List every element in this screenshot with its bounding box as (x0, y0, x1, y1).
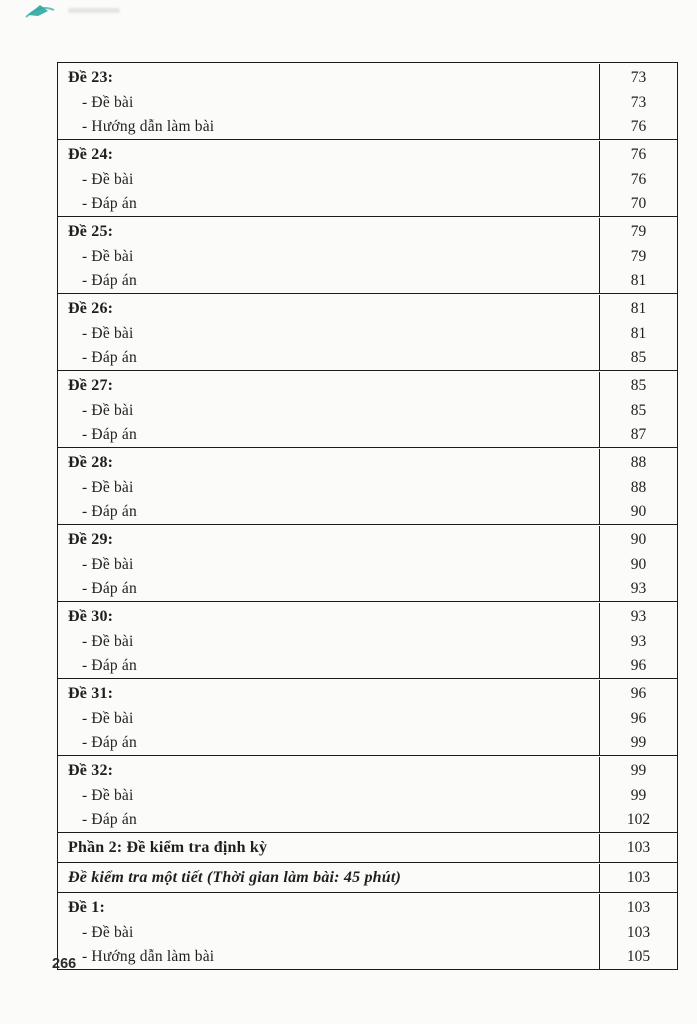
toc-row (58, 784, 677, 808)
toc-entry-label: Đề 27: (68, 376, 114, 394)
toc-entry-page-number: 93 (599, 603, 677, 630)
toc-row (58, 269, 677, 293)
toc-section (58, 602, 677, 679)
toc-entry-label: - Đề bài (82, 787, 134, 804)
toc-entry-page-number: 76 (599, 168, 677, 192)
toc-entry-page-number: 81 (599, 295, 677, 322)
toc-entry-page-number: 93 (599, 630, 677, 654)
toc-entry-page-number: 103 (599, 834, 677, 862)
toc-entry-label: Phần 2: Đề kiểm tra định kỳ (68, 839, 268, 856)
toc-entry-page-number: 76 (599, 141, 677, 168)
toc-section (58, 833, 677, 863)
toc-entry-label: Đề 1: (68, 898, 105, 916)
toc-entry-label: - Đáp án (82, 580, 137, 597)
toc-row (58, 294, 677, 322)
toc-entry-page-number: 99 (599, 757, 677, 784)
toc-row (58, 346, 677, 370)
toc-row (58, 756, 677, 784)
toc-row (58, 399, 677, 423)
toc-section (58, 294, 677, 371)
toc-entry-page-number: 73 (599, 91, 677, 115)
toc-entry-page-number: 85 (599, 399, 677, 423)
toc-row (58, 168, 677, 192)
toc-entry-page-number: 88 (599, 476, 677, 500)
toc-row (58, 245, 677, 269)
toc-entry-page-number: 79 (599, 245, 677, 269)
toc-section (58, 448, 677, 525)
toc-entry-label: - Đề bài (82, 924, 134, 941)
toc-entry-page-number: 85 (599, 372, 677, 399)
toc-entry-label: - Đề bài (82, 710, 134, 727)
toc-row (58, 833, 677, 862)
toc-entry-label: - Đáp án (82, 503, 137, 520)
toc-entry-label: - Đáp án (82, 734, 137, 751)
toc-entry-label: Đề 32: (68, 761, 114, 779)
toc-entry-label: - Hướng dẫn làm bài (82, 118, 215, 135)
toc-entry-label: Đề 25: (68, 222, 114, 240)
toc-row (58, 192, 677, 216)
toc-entry-label: - Đáp án (82, 811, 137, 828)
toc-entry-page-number: 81 (599, 269, 677, 293)
toc-table (57, 62, 678, 970)
toc-entry-label: - Đề bài (82, 479, 134, 496)
toc-entry-label: - Đề bài (82, 633, 134, 650)
toc-row (58, 893, 677, 921)
toc-entry-label: - Đáp án (82, 349, 137, 366)
toc-row (58, 654, 677, 678)
toc-section (58, 679, 677, 756)
toc-entry-page-number: 87 (599, 423, 677, 447)
footer-page-number: 266 (52, 956, 77, 972)
toc-row (58, 476, 677, 500)
toc-entry-label: Đề 28: (68, 453, 114, 471)
toc-entry-page-number: 70 (599, 192, 677, 216)
toc-section (58, 756, 677, 833)
toc-row (58, 707, 677, 731)
toc-row (58, 423, 677, 447)
toc-section (58, 217, 677, 294)
toc-entry-label: - Đáp án (82, 272, 137, 289)
toc-row (58, 577, 677, 601)
toc-entry-page-number: 102 (599, 808, 677, 832)
toc-row (58, 602, 677, 630)
toc-entry-label: Đề 26: (68, 299, 114, 317)
toc-entry-page-number: 96 (599, 680, 677, 707)
toc-entry-label: Đề 24: (68, 145, 114, 163)
toc-section (58, 525, 677, 602)
toc-entry-page-number: 93 (599, 577, 677, 601)
toc-entry-page-number: 90 (599, 500, 677, 524)
toc-entry-label: - Đề bài (82, 556, 134, 573)
toc-row (58, 679, 677, 707)
toc-section (58, 863, 677, 893)
pen-mark-icon (24, 2, 68, 20)
toc-entry-page-number: 90 (599, 553, 677, 577)
toc-section (58, 893, 677, 969)
toc-row (58, 630, 677, 654)
toc-entry-page-number: 90 (599, 526, 677, 553)
toc-row (58, 91, 677, 115)
toc-entry-label: - Đáp án (82, 426, 137, 443)
toc-row (58, 808, 677, 832)
toc-entry-label: - Đề bài (82, 94, 134, 111)
scan-smudge (68, 8, 120, 13)
toc-row (58, 115, 677, 139)
toc-entry-label: Đề 30: (68, 607, 114, 625)
toc-entry-label: - Đề bài (82, 171, 134, 188)
toc-entry-page-number: 99 (599, 731, 677, 755)
toc-row (58, 553, 677, 577)
toc-entry-label: - Đề bài (82, 325, 134, 342)
toc-row (58, 921, 677, 945)
toc-entry-page-number: 103 (599, 894, 677, 921)
toc-row (58, 63, 677, 91)
toc-entry-page-number: 85 (599, 346, 677, 370)
toc-entry-page-number: 81 (599, 322, 677, 346)
toc-row (58, 500, 677, 524)
toc-section (58, 371, 677, 448)
toc-entry-label: Đề 29: (68, 530, 114, 548)
toc-entry-page-number: 99 (599, 784, 677, 808)
toc-entry-page-number: 88 (599, 449, 677, 476)
toc-entry-label: Đề kiểm tra một tiết (Thời gian làm bài: 45 phút) (68, 869, 402, 886)
toc-entry-label: Đề 23: (68, 68, 114, 86)
toc-row (58, 448, 677, 476)
toc-row (58, 217, 677, 245)
toc-entry-page-number: 103 (599, 864, 677, 892)
toc-entry-page-number: 96 (599, 707, 677, 731)
toc-row (58, 945, 677, 969)
toc-entry-label: - Hướng dẫn làm bài (82, 948, 215, 965)
toc-entry-label: - Đáp án (82, 657, 137, 674)
toc-entry-label: - Đề bài (82, 248, 134, 265)
toc-entry-label: Đề 31: (68, 684, 114, 702)
toc-entry-page-number: 73 (599, 64, 677, 91)
toc-row (58, 322, 677, 346)
toc-row (58, 525, 677, 553)
toc-entry-label: - Đáp án (82, 195, 137, 212)
toc-row (58, 371, 677, 399)
toc-entry-page-number: 96 (599, 654, 677, 678)
toc-row (58, 140, 677, 168)
toc-row (58, 731, 677, 755)
toc-entry-page-number: 103 (599, 921, 677, 945)
toc-row (58, 863, 677, 892)
toc-entry-label: - Đề bài (82, 402, 134, 419)
toc-section (58, 63, 677, 140)
toc-section (58, 140, 677, 217)
toc-entry-page-number: 76 (599, 115, 677, 139)
toc-entry-page-number: 79 (599, 218, 677, 245)
toc-entry-page-number: 105 (599, 945, 677, 969)
